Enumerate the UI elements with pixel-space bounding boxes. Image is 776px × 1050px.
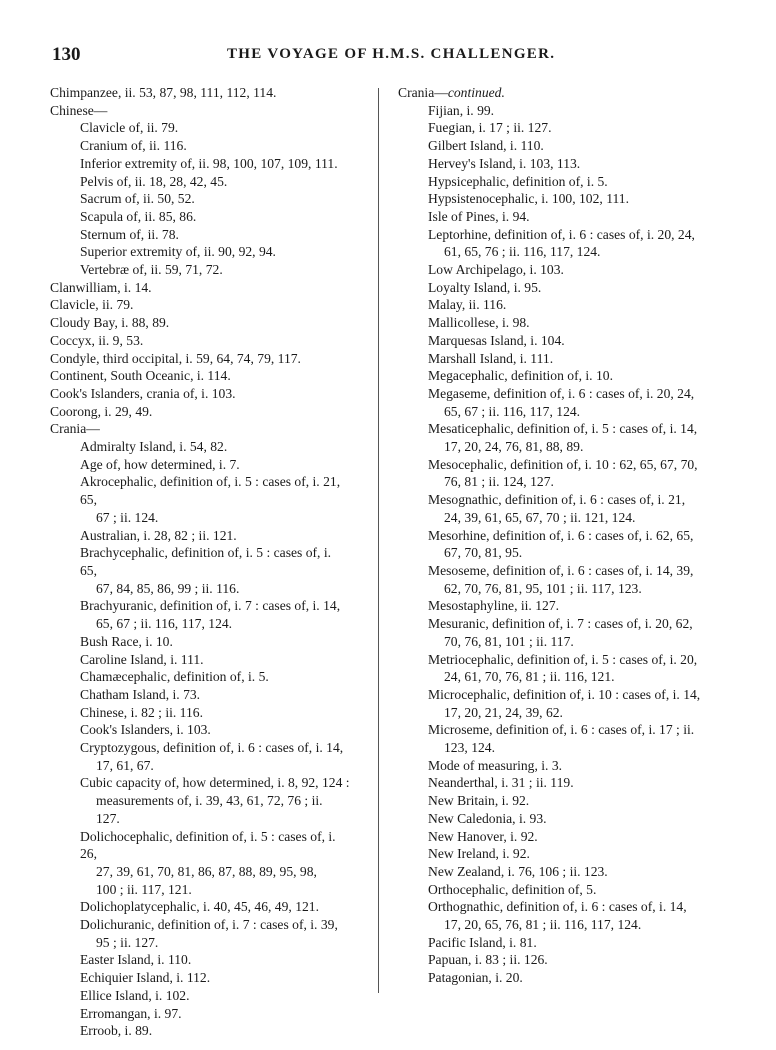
index-subentry: Microseme, definition of, i. 6 : cases of, i. 17 ; ii.	[428, 722, 695, 738]
index-subentry: Microcephalic, definition of, i. 10 : cases of, i. 14,	[428, 686, 701, 702]
index-continuation: 17, 20, 24, 76, 81, 88, 89.	[444, 439, 584, 455]
index-subentry: Erroob, i. 89.	[80, 1023, 153, 1039]
index-entry: Continent, South Oceanic, i. 114.	[50, 368, 231, 384]
index-subentry: Malay, ii. 116.	[428, 297, 507, 313]
index-subentry: Pacific Island, i. 81.	[428, 934, 537, 950]
index-subentry: Age of, how determined, i. 7.	[80, 456, 240, 472]
index-subentry: Erromangan, i. 97.	[80, 1005, 182, 1021]
index-subentry: Hervey's Island, i. 103, 113.	[428, 155, 581, 171]
index-subentry: Cook's Islanders, i. 103.	[80, 722, 211, 738]
index-subentry: Ellice Island, i. 102.	[80, 987, 190, 1003]
index-entry: Coccyx, ii. 9, 53.	[50, 332, 144, 348]
index-entry: Cook's Islanders, crania of, i. 103.	[50, 385, 236, 401]
index-subentry: Orthognathic, definition of, i. 6 : cases of, i. 14,	[428, 899, 687, 915]
index-subentry: Clavicle of, ii. 79.	[80, 120, 179, 136]
index-continuation: 17, 20, 65, 76, 81 ; ii. 116, 117, 124.	[444, 917, 642, 933]
index-continuation: 27, 39, 61, 70, 81, 86, 87, 88, 89, 95, 98,	[96, 863, 317, 879]
index-subentry: Fijian, i. 99.	[428, 102, 495, 118]
index-continuation: 24, 61, 70, 76, 81 ; ii. 116, 121.	[444, 669, 615, 685]
index-subentry: New Britain, i. 92.	[428, 793, 530, 809]
index-subentry: Leptorhine, definition of, i. 6 : cases of, i. 20, 24,	[428, 226, 695, 242]
index-subentry: Dolichocephalic, definition of, i. 5 : cases of, i. 26,	[80, 828, 336, 862]
index-subentry: Gilbert Island, i. 110.	[428, 138, 544, 154]
index-subentry: Marquesas Island, i. 104.	[428, 332, 565, 348]
index-subentry: New Hanover, i. 92.	[428, 828, 538, 844]
index-subentry: Low Archipelago, i. 103.	[428, 262, 564, 278]
index-subentry: Cubic capacity of, how determined, i. 8, 92, 124 :	[80, 775, 350, 791]
index-continuation: 100 ; ii. 117, 121.	[96, 881, 192, 897]
index-continuation: 17, 20, 21, 24, 39, 62.	[444, 704, 563, 720]
running-title: THE VOYAGE OF H.M.S. CHALLENGER.	[227, 46, 556, 62]
index-subentry: Megaseme, definition of, i. 6 : cases of, i. 20, 24,	[428, 385, 695, 401]
index-subentry: Mode of measuring, i. 3.	[428, 757, 563, 773]
index-continuation: 67, 70, 81, 95.	[444, 545, 523, 561]
index-subentry: Echiquier Island, i. 112.	[80, 970, 211, 986]
index-subentry: Superior extremity of, ii. 90, 92, 94.	[80, 244, 276, 260]
index-heading: Crania—	[50, 421, 100, 437]
index-continuation: 67 ; ii. 124.	[96, 509, 159, 525]
index-continuation: 61, 65, 76 ; ii. 116, 117, 124.	[444, 244, 601, 260]
index-continuation: 70, 76, 81, 101 ; ii. 117.	[444, 633, 574, 649]
index-continuation: 123, 124.	[444, 740, 495, 756]
index-subentry: Marshall Island, i. 111.	[428, 350, 554, 366]
index-subentry: Vertebræ of, ii. 59, 71, 72.	[80, 262, 223, 278]
index-continuation: 95 ; ii. 127.	[96, 934, 159, 950]
index-continuation: 76, 81 ; ii. 124, 127.	[444, 474, 554, 490]
index-subentry: Chatham Island, i. 73.	[80, 686, 201, 702]
index-subentry: Brachycephalic, definition of, i. 5 : cases of, i. 65,	[80, 545, 332, 578]
index-subentry: Neanderthal, i. 31 ; ii. 119.	[428, 775, 574, 791]
index-subentry: Mallicollese, i. 98.	[428, 315, 530, 331]
index-continuation: 17, 61, 67.	[96, 757, 154, 773]
index-subentry: Pelvis of, ii. 18, 28, 42, 45.	[80, 173, 228, 189]
index-column-left	[50, 84, 350, 1040]
index-subentry: Caroline Island, i. 111.	[80, 651, 204, 667]
index-subentry: Mesostaphyline, ii. 127.	[428, 598, 560, 614]
index-subentry: Chinese, i. 82 ; ii. 116.	[80, 704, 203, 720]
index-subentry: Scapula of, ii. 85, 86.	[80, 208, 197, 224]
index-subentry: Hypsistenocephalic, i. 100, 102, 111.	[428, 191, 629, 207]
index-subentry: Chamæcephalic, definition of, i. 5.	[80, 669, 269, 685]
index-entry: Clanwilliam, i. 14.	[50, 279, 152, 295]
index-entry: Cloudy Bay, i. 88, 89.	[50, 315, 170, 331]
index-entry: Chimpanzee, ii. 53, 87, 98, 111, 112, 114.	[50, 85, 277, 100]
index-subentry: Patagonian, i. 20.	[428, 970, 523, 986]
index-subentry: Cryptozygous, definition of, i. 6 : cases of, i. 14,	[80, 740, 344, 756]
index-entry: Clavicle, ii. 79.	[50, 297, 134, 313]
index-continuation: measurements of, i. 39, 43, 61, 72, 76 ; ii.	[96, 793, 323, 809]
index-subentry: Fuegian, i. 17 ; ii. 127.	[428, 120, 552, 136]
page-header	[52, 44, 736, 66]
page-number: 130	[52, 44, 81, 65]
index-continuation: 24, 39, 61, 65, 67, 70 ; ii. 121, 124.	[444, 509, 636, 525]
continued-heading-label: Crania—	[398, 85, 448, 100]
index-column-right	[398, 84, 728, 987]
index-subentry: Megacephalic, definition of, i. 10.	[428, 368, 613, 384]
index-continuation: 65, 67 ; ii. 116, 117, 124.	[96, 616, 233, 632]
index-subentry: Mesorhine, definition of, i. 6 : cases of, i. 62, 65,	[428, 527, 694, 543]
index-continuation: 67, 84, 85, 86, 99 ; ii. 116.	[96, 580, 240, 596]
index-subentry: Mesoseme, definition of, i. 6 : cases of, i. 14, 39,	[428, 562, 694, 578]
continued-heading-italic: continued.	[447, 85, 505, 100]
column-divider	[378, 88, 379, 993]
index-subentry: New Caledonia, i. 93.	[428, 810, 547, 826]
index-subentry: Bush Race, i. 10.	[80, 633, 173, 649]
index-subentry: Brachyuranic, definition of, i. 7 : cases of, i. 14,	[80, 598, 341, 614]
index-subentry: Sacrum of, ii. 50, 52.	[80, 191, 195, 207]
continued-heading	[398, 84, 728, 102]
index-subentry: Easter Island, i. 110.	[80, 952, 192, 968]
index-subentry: Sternum of, ii. 78.	[80, 226, 179, 242]
index-subentry: Papuan, i. 83 ; ii. 126.	[428, 952, 548, 968]
index-subentry: Admiralty Island, i. 54, 82.	[80, 439, 228, 455]
index-continuation: 65, 67 ; ii. 116, 117, 124.	[444, 403, 581, 419]
index-subentry: Mesuranic, definition of, i. 7 : cases of, i. 20, 62,	[428, 616, 693, 632]
index-subentry: Isle of Pines, i. 94.	[428, 208, 530, 224]
index-continuation: 127.	[96, 810, 120, 826]
index-subentry: Mesaticephalic, definition of, i. 5 : cases of, i. 14,	[428, 421, 698, 437]
index-subentry: Akrocephalic, definition of, i. 5 : cases of, i. 21, 65,	[80, 474, 341, 508]
index-entry: Condyle, third occipital, i. 59, 64, 74, 79, 117.	[50, 350, 301, 366]
index-subentry: Mesocephalic, definition of, i. 10 : 62, 65, 67, 70,	[428, 456, 698, 472]
index-subentry: Hypsicephalic, definition of, i. 5.	[428, 173, 608, 189]
index-subentry: Orthocephalic, definition of, 5.	[428, 881, 597, 897]
index-subentry: Metriocephalic, definition of, i. 5 : cases of, i. 20,	[428, 651, 698, 667]
index-subentry: Mesognathic, definition of, i. 6 : cases of, i. 21,	[428, 492, 686, 508]
index-subentry: Loyalty Island, i. 95.	[428, 279, 542, 295]
index-subentry: Australian, i. 28, 82 ; ii. 121.	[80, 527, 237, 543]
index-subentry: Dolichuranic, definition of, i. 7 : cases of, i. 39,	[80, 917, 338, 933]
index-subentry: Cranium of, ii. 116.	[80, 138, 187, 154]
index-subentry: New Zealand, i. 76, 106 ; ii. 123.	[428, 863, 608, 879]
index-subentry: Inferior extremity of, ii. 98, 100, 107, 109, 111.	[80, 155, 338, 171]
index-subentry: Dolichoplatycephalic, i. 40, 45, 46, 49, 121.	[80, 899, 319, 915]
index-entry: Coorong, i. 29, 49.	[50, 403, 153, 419]
index-heading: Chinese—	[50, 102, 108, 118]
index-subentry: New Ireland, i. 92.	[428, 846, 530, 862]
index-continuation: 62, 70, 76, 81, 95, 101 ; ii. 117, 123.	[444, 580, 642, 596]
